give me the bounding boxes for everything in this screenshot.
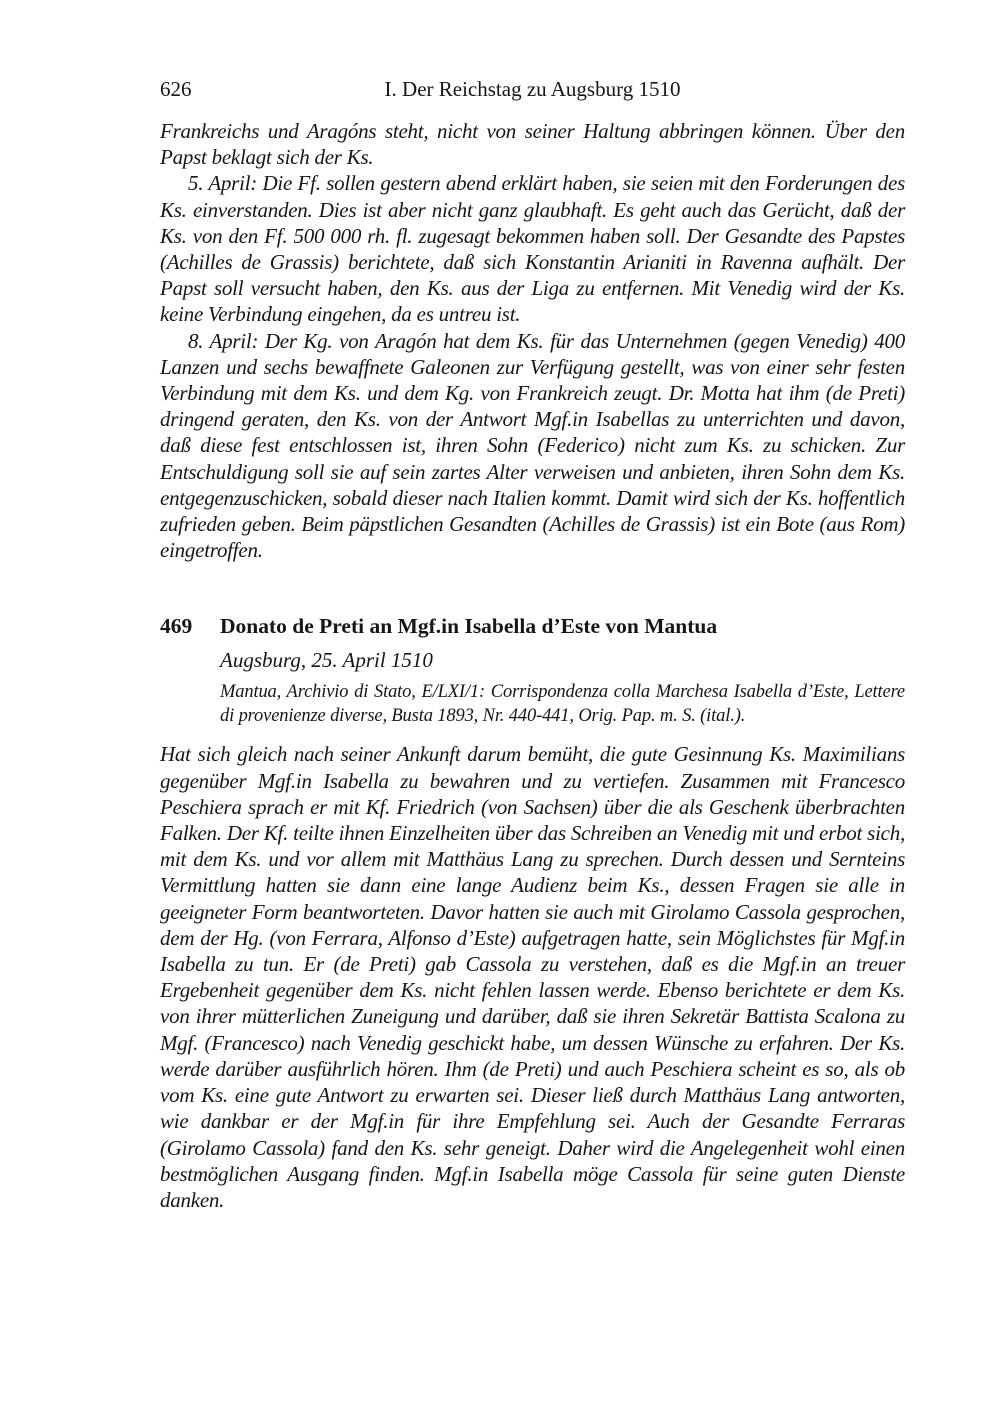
entry-469 — [160, 613, 905, 1213]
entry-summary: Hat sich gleich nach seiner Ankunft darum bemüht, die gute Gesinnung Ks. Maximilians gegenüber Mgf.in Isabella zu bewahren und zu vertiefen. Zusammen mit Francesco Peschiera sprach er mit Kf. Friedrich (von Sachsen) über die als Geschenk überbrachten Falken. Der Kf. teilte ihnen Einzelheiten über das Schreiben an Venedig mit und erbot sich, mit dem Ks. und vor allem mit Matthäus Lang zu sprechen. Durch dessen und Sernteins Vermittlung hatten sie dann eine lange Audienz beim Ks., dessen Fragen sie alle in geeigneter Form beantworteten. Davor hatten sie auch mit Girolamo Cassola gesprochen, dem der Hg. (von Ferrara, Alfonso d’Este) aufgetragen hatte, sein Möglichstes für Mgf.in Isabella zu tun. Er (de Preti) gab Cassola zu verstehen, daß es die Mgf.in an treuer Ergebenheit gegenüber dem Ks. nicht fehlen lassen werde. Ebenso berichtete er dem Ks. von ihrer mütterlichen Zuneigung und darüber, daß sie ihren Sekretär Battista Scalona zu Mgf. (Francesco) nach Venedig geschickt habe, um dessen Wünsche zu erfahren. Der Ks. werde darüber ausführlich hören. Ihm (de Preti) und auch Peschiera scheint es so, als ob vom Ks. eine gute Antwort zu erwarten sei. Dieser ließ durch Matthäus Lang antworten, wie dankbar er der Mgf.in für ihre Empfehlung sei. Auch der Gesandte Ferraras (Girolamo Cassola) fand den Ks. sehr geneigt. Daher wird die Angelegenheit wohl einen bestmöglichen Ausgang finden. Mgf.in Isabella möge Cassola für seine guten Dienste danken. — [160, 742, 905, 1212]
entry-number: 469 — [160, 614, 193, 639]
page-header — [160, 76, 905, 102]
paragraph: Frankreichs und Aragóns steht, nicht von seiner Haltung abbringen können. Über den Papst beklagt sich der Ks. — [160, 119, 905, 170]
previous-entry-continuation — [160, 118, 905, 563]
paragraph: 5. April: Die Ff. sollen gestern abend erklärt haben, sie seien mit den Forderungen des Ks. einverstanden. Dies ist aber nicht ganz glaubhaft. Es geht auch das Gerücht, daß der Ks. von den Ff. 500 000 rh. fl. zugesagt bekommen haben soll. Der Gesandte des Papstes (Achilles de Grassis) berichtete, daß sich Konstantin Arianiti in Ravenna aufhält. Der Papst soll versucht haben, den Ks. aus der Liga zu entfernen. Mit Venedig wird der Ks. keine Verbindung eingehen, da es untreu ist. — [160, 171, 905, 327]
page-number: 626 — [160, 77, 192, 101]
running-head: I. Der Reichstag zu Augsburg 1510 — [384, 77, 681, 101]
entry-heading — [160, 613, 905, 640]
entry-title: Donato de Preti an Mgf.in Isabella d’Este von Mantua — [220, 614, 718, 639]
entry-dateline: Augsburg, 25. April 1510 — [220, 648, 433, 673]
paragraph: 8. April: Der Kg. von Aragón hat dem Ks. für das Unternehmen (gegen Venedig) 400 Lanzen und sechs bewaffnete Galeonen zur Verfügung gestellt, was von einer sehr festen Verbindung mit dem Ks. und dem Kg. von Frankreich zeugt. Dr. Motta hat ihm (de Preti) dringend geraten, den Ks. von der Antwort Mgf.in Isabellas zu unterrichten und davon, daß diese fest entschlossen ist, ihren Sohn (Federico) nicht zum Ks. zu schicken. Zur Entschuldigung soll sie auf sein zartes Alter verweisen und anbieten, ihren Sohn dem Ks. entgegenzuschicken, sobald dieser nach Italien kommt. Damit wird sich der Ks. hoffentlich zufrieden geben. Beim päpstlichen Gesandten (Achilles de Grassis) ist ein Bote (aus Rom) eingetroffen. — [160, 328, 905, 563]
entry-source-note: Mantua, Archivio di Stato, E/LXI/1: Corrispondenza colla Marchesa Isabella d’Este, Lettere di provenienze diverse, Busta 1893, Nr. 440-441, Orig. Pap. m. S. (ital.). — [220, 682, 905, 726]
